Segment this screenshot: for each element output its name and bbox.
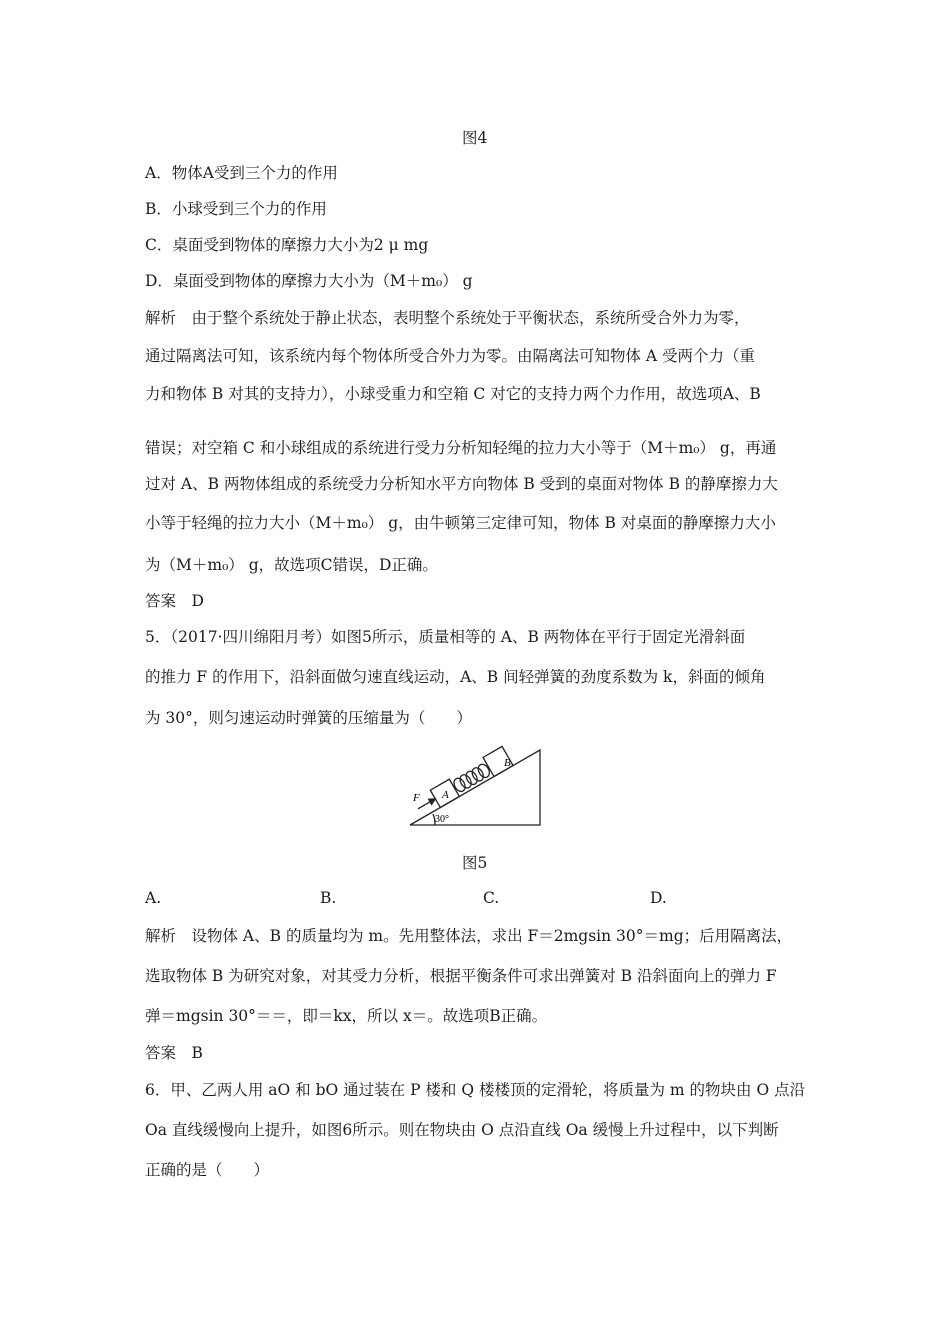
label-f: F <box>413 792 420 804</box>
option-b: B．小球受到三个力的作用 <box>145 200 327 218</box>
incline-triangle <box>410 750 540 825</box>
analysis-line: 解析 设物体 A、B 的质量均为 m。先用整体法，求出 F＝2mgsin 30°＝mg；后用隔离法， <box>145 927 793 945</box>
analysis-line: 弹＝mgsin 30°＝＝，即＝kx，所以 x＝。故选项B正确。 <box>145 1007 548 1025</box>
question-5-stem: 的推力 F 的作用下，沿斜面做匀速直线运动，A、B 间轻弹簧的劲度系数为 k，斜面的倾角 <box>145 668 766 686</box>
analysis-line: 为（M＋m₀） g，故选项C错误，D正确。 <box>145 556 438 574</box>
label-b: B <box>504 757 511 769</box>
question-5-stem: 5．（2017·四川绵阳月考）如图5所示，质量相等的 A、B 两物体在平行于固定光滑斜面 <box>145 628 746 646</box>
answer-q4: 答案 D <box>145 592 204 610</box>
analysis-line: 错误；对空箱 C 和小球组成的系统进行受力分析知轻绳的拉力大小等于（M＋m₀） g，再通 <box>145 439 777 457</box>
analysis-line: 小等于轻绳的拉力大小（M＋m₀） g，由牛顿第三定律可知，物体 B 对桌面的静摩擦力大小 <box>145 514 776 532</box>
analysis-line: 选取物体 B 为研究对象，对其受力分析，根据平衡条件可求出弹簧对 B 沿斜面向上的弹力 F <box>145 967 777 985</box>
option-c: C．桌面受到物体的摩擦力大小为2 μ mg <box>145 236 429 254</box>
figure-5-incline-diagram <box>405 735 545 830</box>
figure-5-caption: 图5 <box>462 854 488 872</box>
analysis-line: 过对 A、B 两物体组成的系统受力分析知水平方向物体 B 受到的桌面对物体 B 的静摩擦力大 <box>145 475 778 493</box>
option-d: D．桌面受到物体的摩擦力大小为（M＋m₀） g <box>145 272 473 290</box>
answer-q5: 答案 B <box>145 1044 203 1062</box>
analysis-line: 解析 由于整个系统处于静止状态，表明整个系统处于平衡状态，系统所受合外力为零， <box>145 309 750 327</box>
question-5-stem: 为 30°，则匀速运动时弹簧的压缩量为（ ） <box>145 709 472 727</box>
choice-b: B. <box>320 889 337 907</box>
option-a: A．物体A受到三个力的作用 <box>145 164 338 182</box>
choice-a: A. <box>145 889 162 907</box>
figure-4-caption: 图4 <box>462 129 488 147</box>
choice-c: C. <box>483 889 500 907</box>
angle-label: 30° <box>435 814 449 825</box>
question-6-stem: 6．甲、乙两人用 aO 和 bO 通过装在 P 楼和 Q 楼楼顶的定滑轮，将质量为 m 的物块由 O 点沿 <box>145 1081 806 1099</box>
question-6-stem: Oa 直线缓慢向上提升，如图6所示。则在物块由 O 点沿直线 Oa 缓慢上升过程中，以下判断 <box>145 1121 779 1139</box>
analysis-line: 力和物体 B 对其的支持力），小球受重力和空箱 C 对它的支持力两个力作用，故选项A、B <box>145 385 761 403</box>
label-a: A <box>442 789 449 801</box>
analysis-line: 通过隔离法可知，该系统内每个物体所受合外力为零。由隔离法可知物体 A 受两个力（重 <box>145 347 756 365</box>
question-6-stem: 正确的是（ ） <box>145 1161 270 1179</box>
choice-d: D. <box>650 889 667 907</box>
